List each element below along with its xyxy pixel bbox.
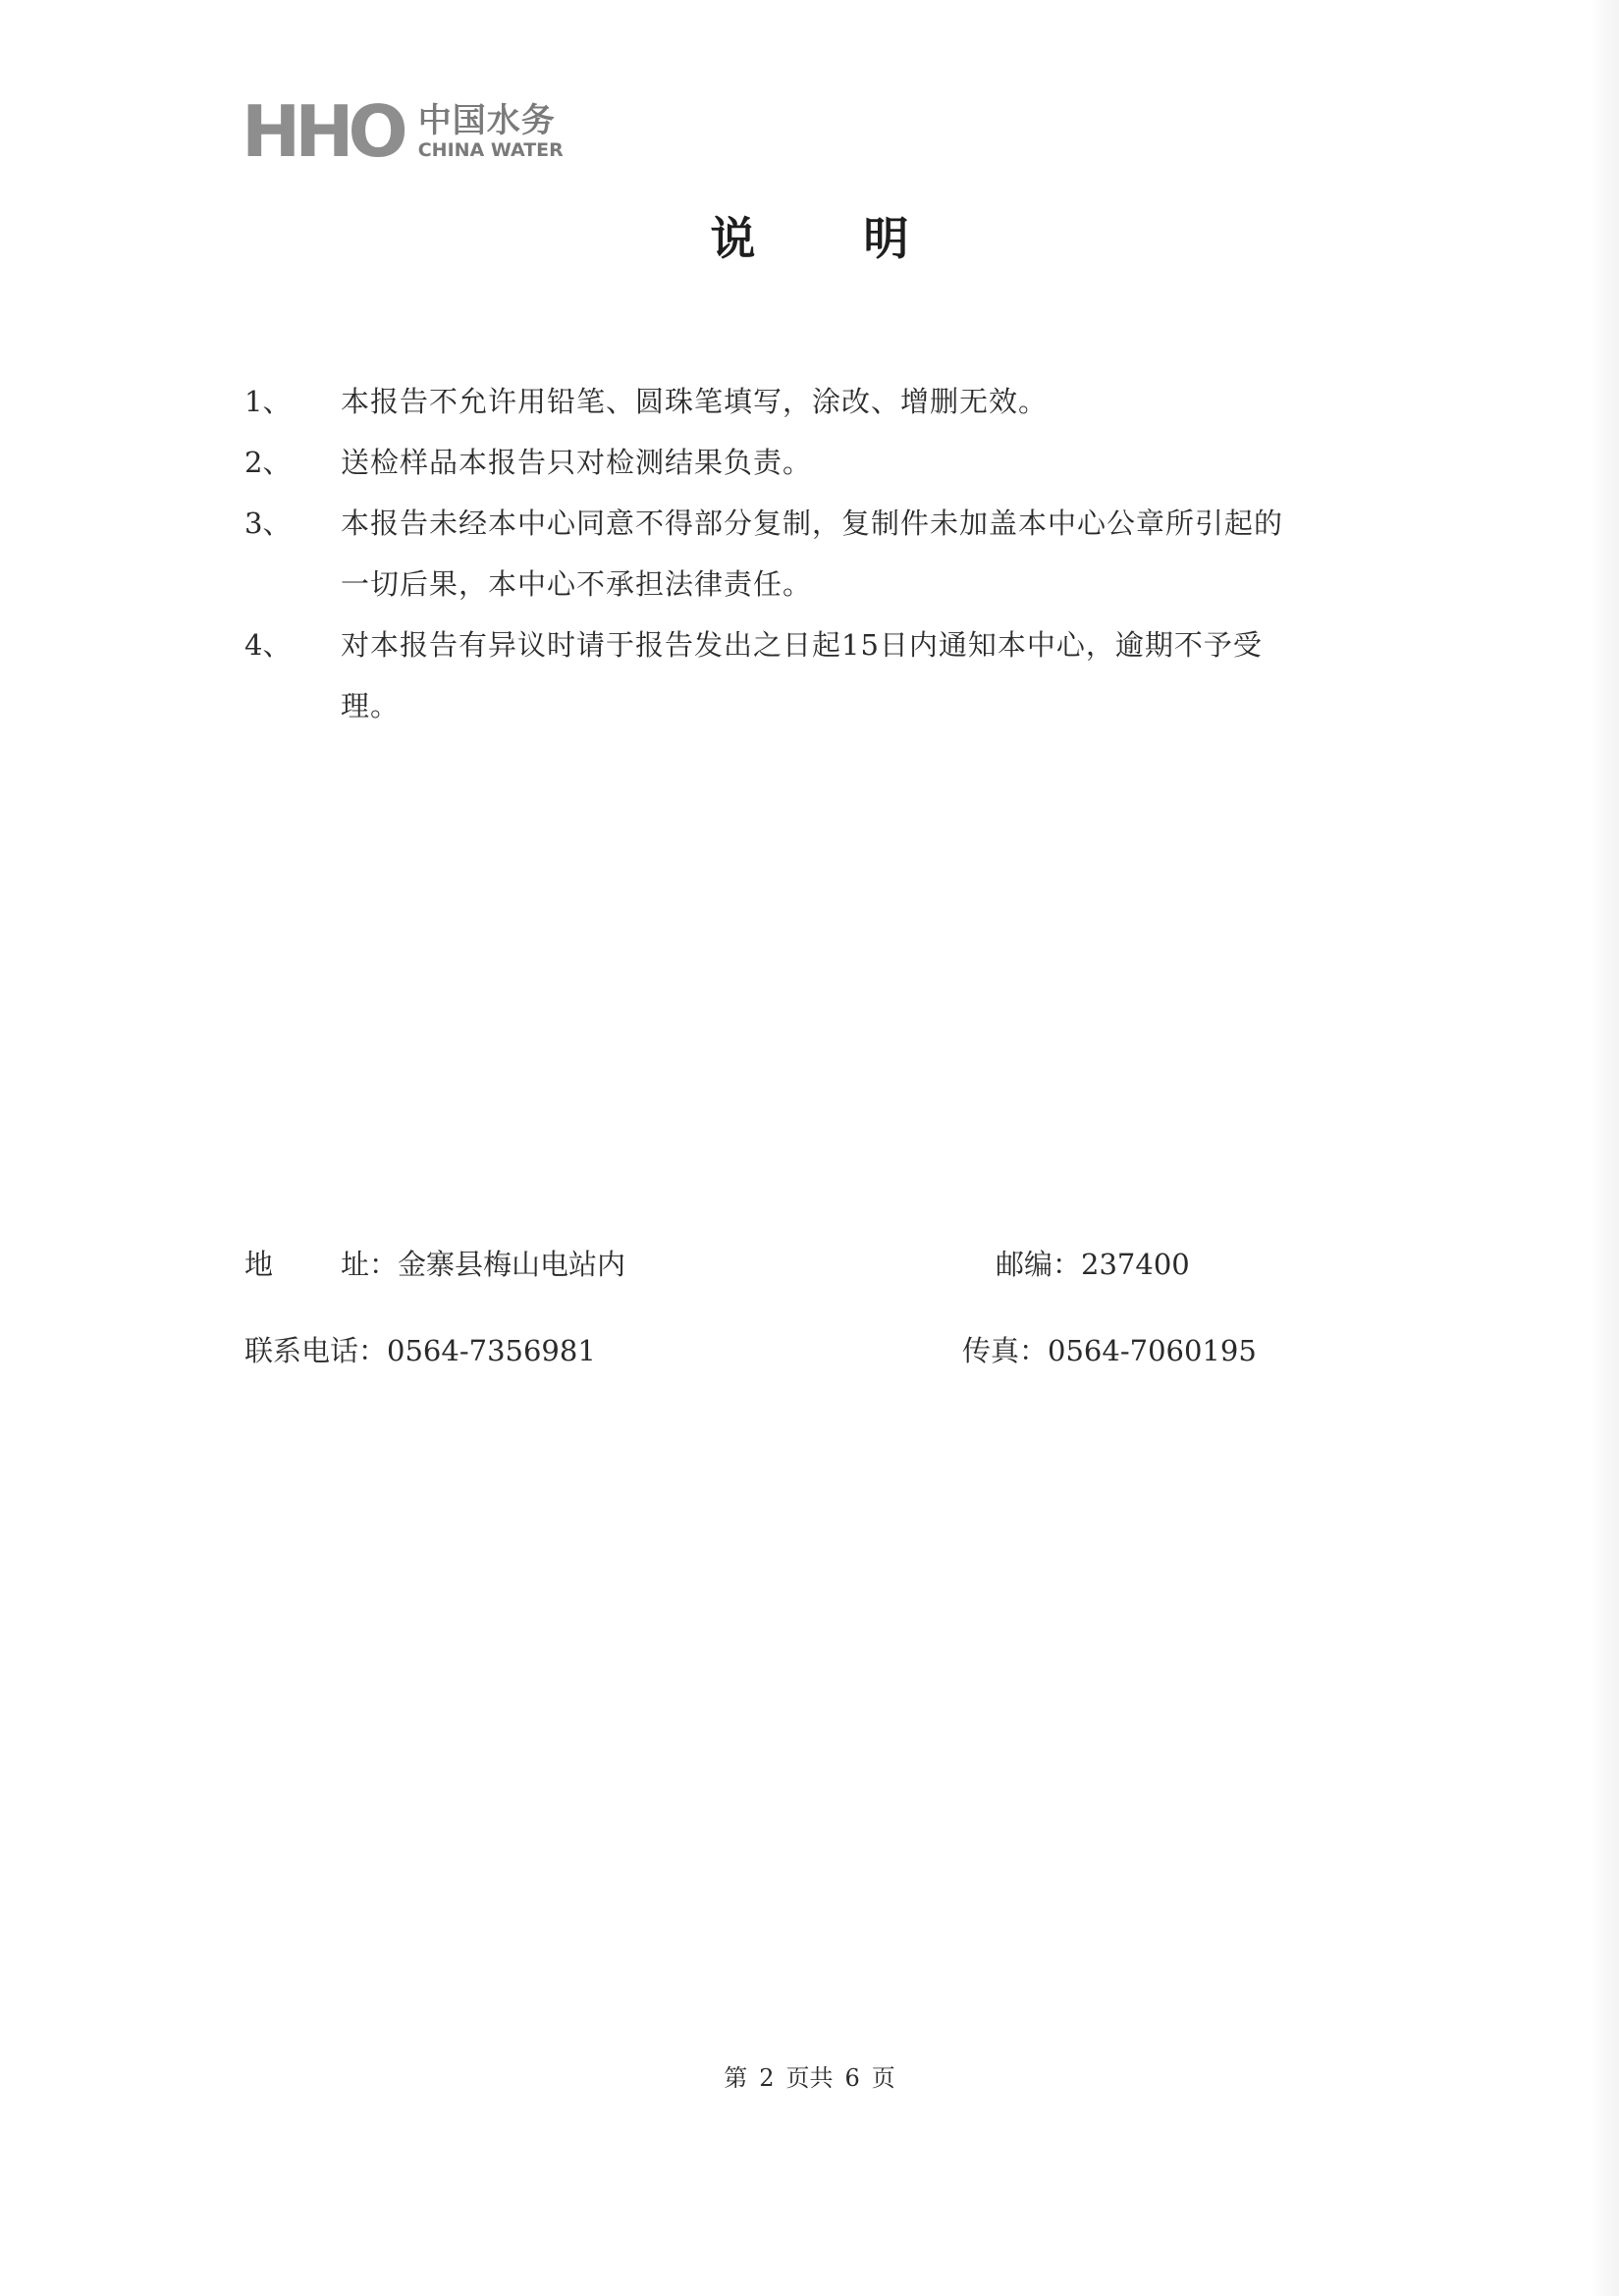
page-prefix: 第 bbox=[724, 2064, 748, 2092]
note-number: 4、 bbox=[244, 628, 292, 662]
page-current: 2 bbox=[759, 2064, 775, 2092]
address-row bbox=[244, 1245, 625, 1284]
scan-edge-shadow bbox=[1590, 0, 1619, 2296]
address-label-b: 址： bbox=[341, 1248, 399, 1281]
title-char-2: 明 bbox=[863, 212, 909, 265]
note-text bbox=[341, 371, 1381, 432]
note-item-2 bbox=[244, 432, 1403, 493]
page-total: 6 bbox=[844, 2064, 860, 2092]
notes-list bbox=[244, 371, 1403, 736]
note-text bbox=[341, 614, 1381, 736]
zip-row bbox=[996, 1245, 1190, 1284]
note-item-3 bbox=[244, 493, 1403, 614]
page-number-footer bbox=[0, 2063, 1619, 2093]
logo-cn-text: 中国水务 bbox=[417, 101, 556, 140]
page-title bbox=[0, 211, 1619, 266]
china-water-logo bbox=[242, 90, 564, 173]
note-line: 理。 bbox=[341, 689, 401, 722]
phone-label: 联系电话： bbox=[244, 1334, 388, 1367]
zip-label: 邮编： bbox=[996, 1248, 1082, 1281]
note-text bbox=[341, 432, 1381, 493]
note-line: 一切后果，本中心不承担法律责任。 bbox=[341, 567, 813, 601]
address-label-a: 地 bbox=[244, 1248, 274, 1281]
phone-value: 0564-7356981 bbox=[387, 1334, 596, 1367]
note-item-1 bbox=[244, 371, 1403, 432]
note-line: 本报告不允许用铅笔、圆珠笔填写，涂改、增删无效。 bbox=[341, 385, 1049, 418]
note-line: 送检样品本报告只对检测结果负责。 bbox=[341, 446, 813, 479]
note-number: 3、 bbox=[244, 507, 292, 540]
note-line: 本报告未经本中心同意不得部分复制，复制件未加盖本中心公章所引起的 bbox=[341, 507, 1284, 540]
logo-text bbox=[418, 102, 564, 161]
page-mid: 页共 bbox=[785, 2064, 834, 2092]
page-suffix: 页 bbox=[871, 2064, 895, 2092]
note-number: 1、 bbox=[244, 385, 292, 418]
phone-row bbox=[244, 1331, 596, 1370]
note-text bbox=[341, 493, 1381, 614]
logo-en-text: CHINA WATER bbox=[417, 139, 564, 161]
title-char-1: 说 bbox=[710, 212, 756, 265]
address-value: 金寨县梅山电站内 bbox=[398, 1248, 626, 1281]
fax-row bbox=[962, 1331, 1257, 1370]
fax-label: 传真： bbox=[962, 1334, 1049, 1367]
logo-mark: HHO bbox=[242, 90, 403, 173]
fax-value: 0564-7060195 bbox=[1048, 1334, 1257, 1367]
note-item-4 bbox=[244, 614, 1403, 736]
note-line: 对本报告有异议时请于报告发出之日起15日内通知本中心，逾期不予受 bbox=[341, 628, 1263, 662]
zip-value: 237400 bbox=[1081, 1248, 1190, 1281]
note-number: 2、 bbox=[244, 446, 292, 479]
